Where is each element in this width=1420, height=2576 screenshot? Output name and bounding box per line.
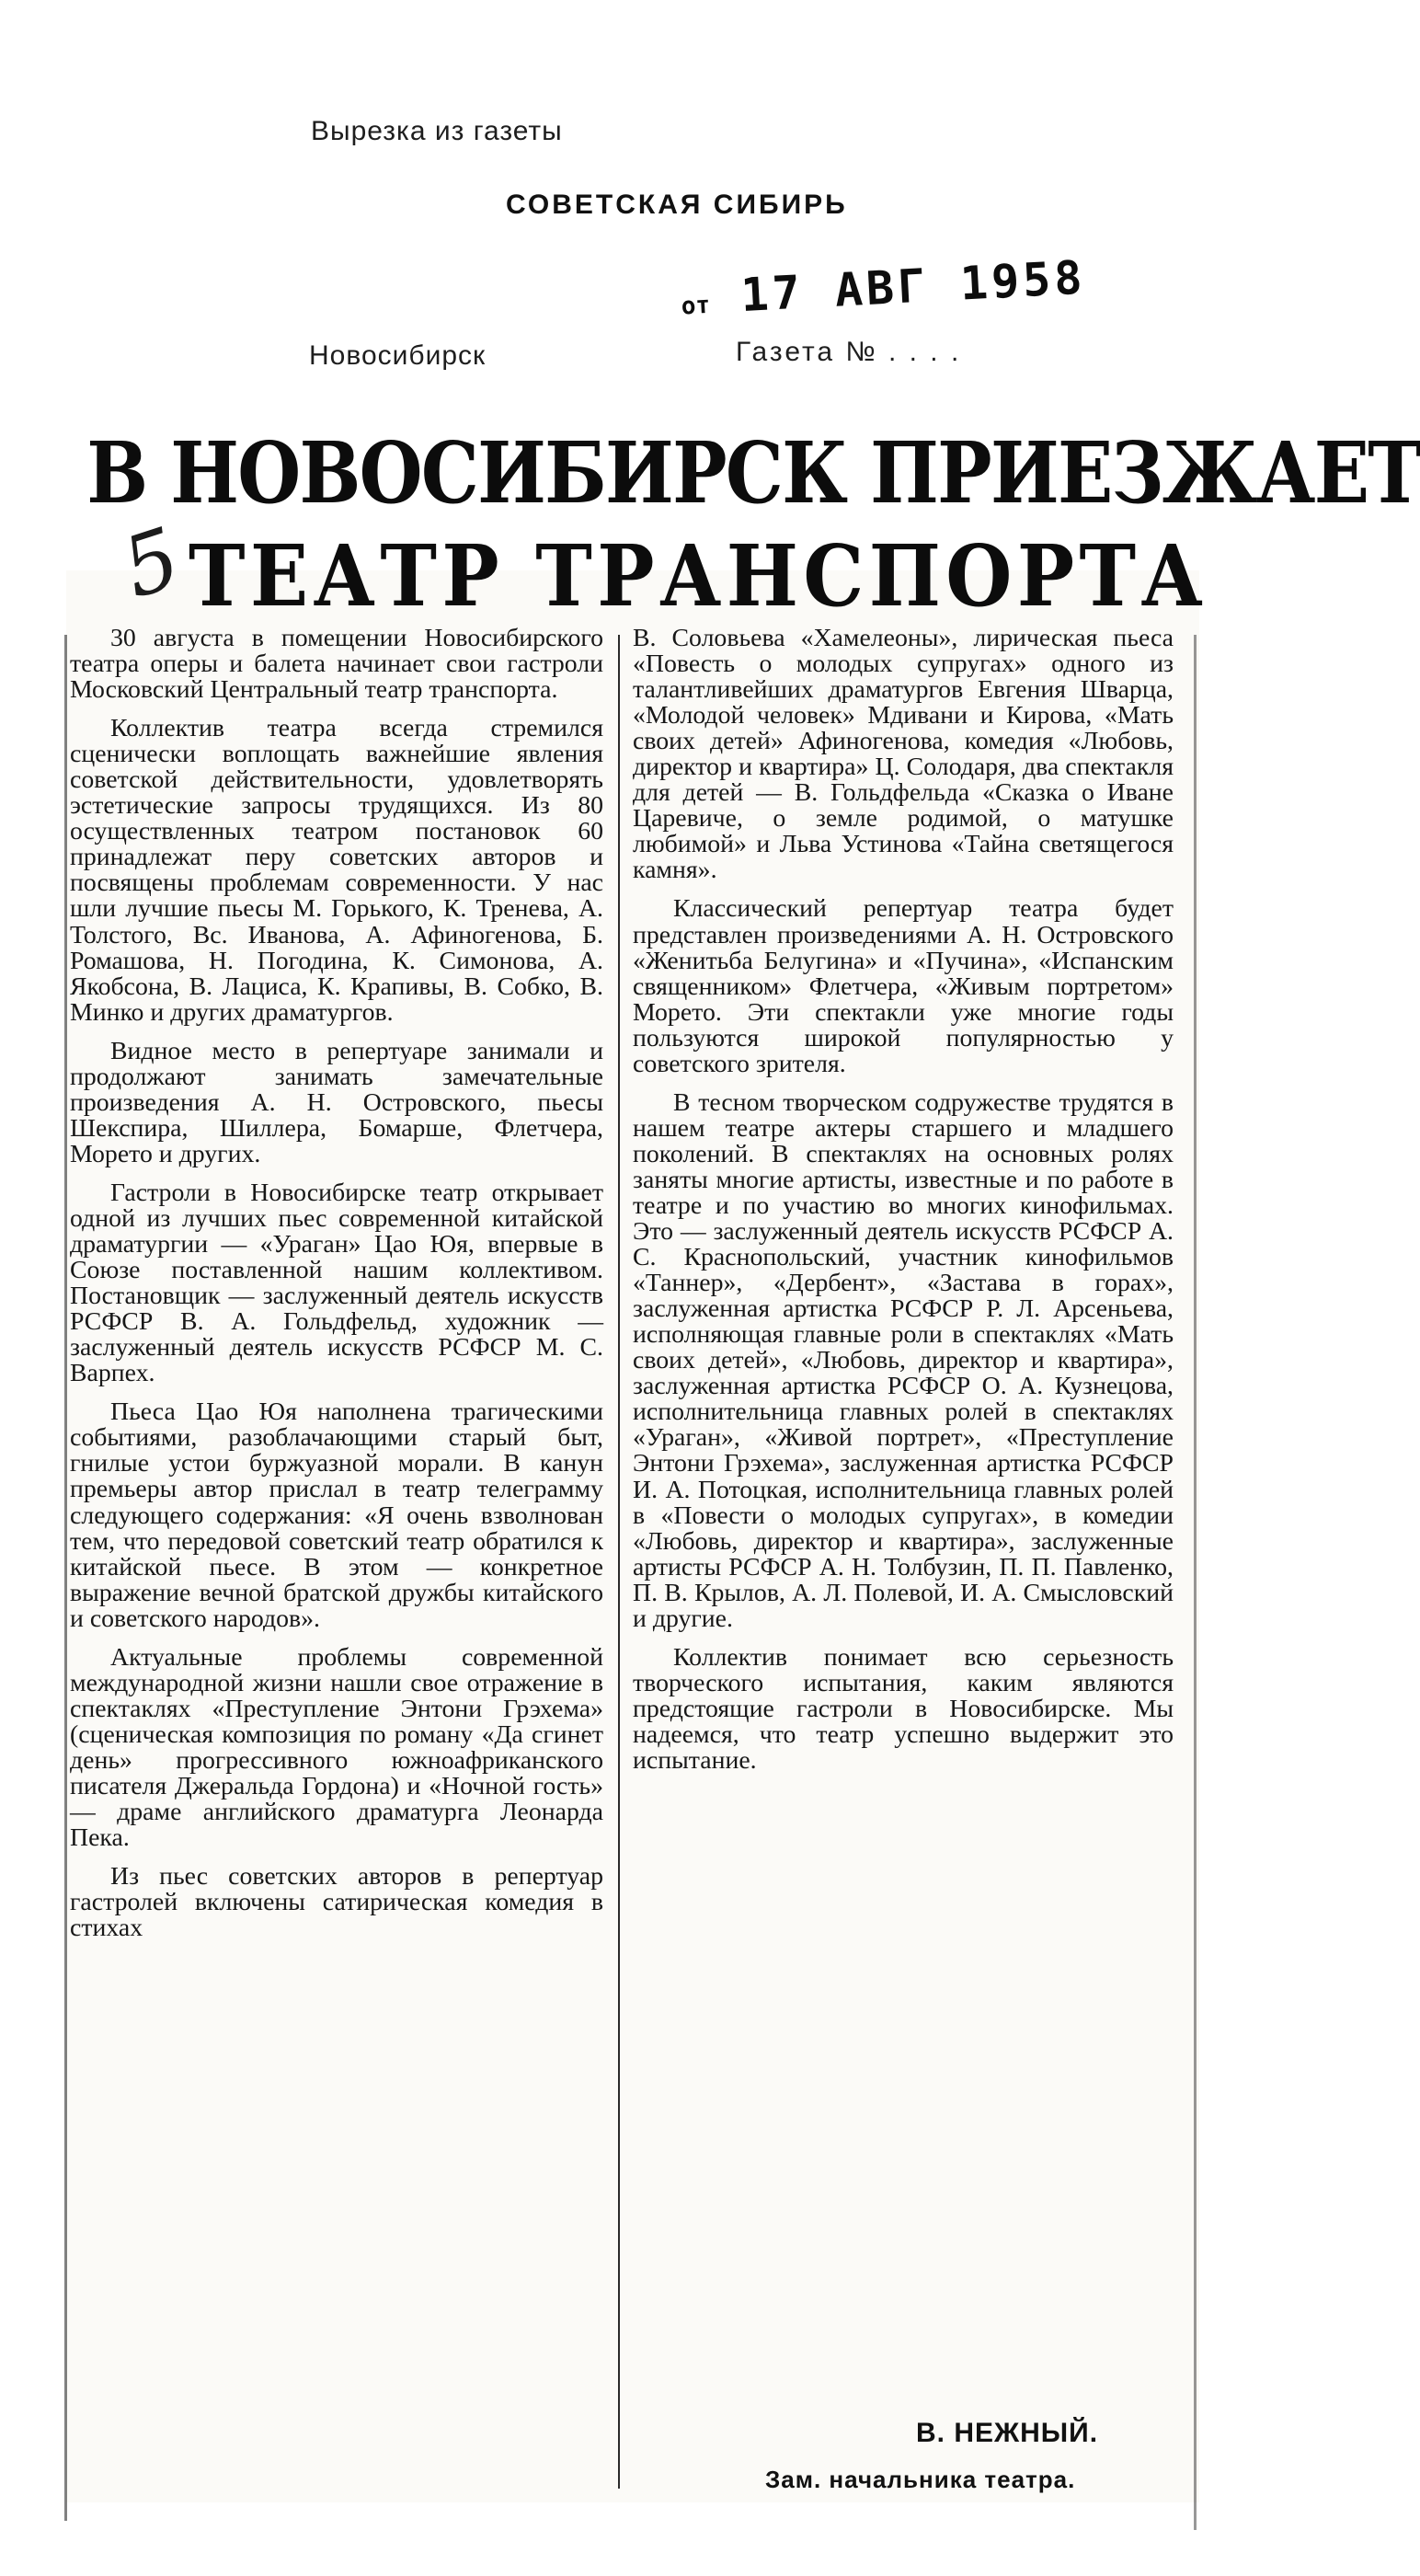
city-label: Новосибирск (309, 340, 487, 371)
gazette-number: Газета № . . . . (736, 337, 962, 367)
handwritten-margin-mark: 5 (111, 509, 192, 618)
article-paragraph: 30 августа в помещении Новосибирского театра оперы и балета начинает свои гастроли Московский Центральный театр транспорта. (70, 624, 603, 705)
date-stamp (680, 251, 1087, 326)
article-paragraph: Коллектив понимает всю серьезность творческого испытания, каким являются предстоящие гастроли в Новосибирске. Мы надеемся, что театр успешно выдержит это испытание. (633, 1642, 1174, 1775)
article-paragraph: Актуальные проблемы современной международной жизни нашли свое отражение в спектаклях «Преступление Энтони Грэхема» (сценическая композиция по роману «Да сгинет день» прогрессивного южноафриканского писателя Джеральда Гордона) и «Ночной гость» — драме английского драматурга Леонарда Пека. (70, 1642, 603, 1853)
clipping-label: Вырезка из газеты (311, 116, 563, 146)
article-paragraph: В тесном творческом содружестве трудятся в нашем театре актеры старшего и младшего поколений. В спектаклях на основных ролях заняты многие артисты, известные и по работе в театре и по участию во многих кинофильмах. Это — заслуженный деятель искусств РСФСР А. С. Краснопольский, участник кинофильмов «Таннер», «Дербент», «Застава в горах», заслуженная артистка РСФСР Р. Л. Арсеньева, исполняющая главные роли в спектаклях «Мать своих детей», «Любовь, директор и квартира», заслуженная артистка РСФСР О. А. Кузнецова, исполнительница главных ролей в спектаклях «Ураган», «Живой портрет», «Преступление Энтони Грэхема», заслуженная артистка РСФСР И. А. Потоцкая, исполнительница главных ролей в «Повести о молодых супругах», в комедии «Любовь, директор и квартира», заслуженные артисты РСФСР А. Н. Толбузин, П. П. Павленко, П. В. Крылов, А. Л. Полевой, И. А. Смысловский и другие. (633, 1087, 1174, 1633)
article-paragraph: Коллектив театра всегда стремился сценически воплощать важнейшие явления советской действительности, удовлетворять эстетические запросы трудящихся. Из 80 осуществленных театром постановок 60 принадлежат перу советских авторов и посвящены проблемам современности. У нас шли лучшие пьесы М. Горького, К. Тренева, А. Толстого, Вс. Иванова, А. Афиногенова, Б. Ромашова, Н. Погодина, К. Симонова, А. Якобсона, В. Лациса, К. Крапивы, В. Собко, В. Минко и других драматургов. (70, 714, 603, 1027)
signature-name: В. НЕЖНЫЙ. (916, 2418, 1099, 2448)
article-column-right (633, 626, 1174, 1774)
article-paragraph: В. Соловьева «Хамелеоны», лирическая пьеса «Повесть о молодых супругах» одного из талантливейших драматургов Евгения Шварца, «Молодой человек» Мдивани и Кирова, «Мать своих детей» Афиногенова, комедия «Любовь, директор и квартира» Ц. Солодаря, два спектакля для детей — В. Гольдфельда «Сказка о Иване Царевиче, о земле родимой, о матушке любимой» и Льва Устинова «Тайна светящегося камня». (633, 624, 1174, 885)
column-divider (618, 635, 620, 2489)
clipping-edge-right (1194, 635, 1197, 2530)
article-column-left (70, 626, 603, 1941)
signature-title: Зам. начальника театра. (765, 2466, 1076, 2493)
clipping-edge-left (64, 635, 67, 2521)
article-paragraph: Пьеса Цао Юя наполнена трагическими событиями, разоблачающими старый быт, гнилые устои буржуазной морали. В канун премьеры автор прислал в театр телеграмму следующего содержания: «Я очень взволнован тем, что передовой советский театр обратился к китайской пьесе. В этом — конкретное выражение вечной братской дружбы китайского и советского народов». (70, 1397, 603, 1633)
headline-line-2: ТЕАТР ТРАНСПОРТА (189, 526, 1208, 626)
headline-line-1: В НОВОСИБИРСК ПРИЕЗЖАЕТ (86, 423, 1420, 523)
article-paragraph: Классический репертуар театра будет представлен произведениями А. Н. Островского «Женитьба Белугина» и «Пучина», «Испанским священником» Флетчера, «Живым портретом» Морето. Эти спектакли уже многие годы пользуются широкой популярностью у советского зрителя. (633, 894, 1174, 1078)
article-paragraph: Из пьес советских авторов в репертуар гастролей включены сатирическая комедия в стихах (70, 1862, 603, 1943)
newspaper-name: СОВЕТСКАЯ СИБИРЬ (506, 190, 848, 220)
date-value: 17 АВГ 1958 (739, 250, 1087, 323)
date-prefix: от (680, 291, 711, 321)
article-paragraph: Гастроли в Новосибирске театр открывает одной из лучших пьес современной китайской драматургии — «Ураган» Цао Юя, впервые в Союзе поставленной нашим коллективом. Постановщик — заслуженный деятель искусств РСФСР В. А. Гольдфельд, художник — заслуженный деятель искусств РСФСР М. С. Варпех. (70, 1178, 603, 1388)
article-paragraph: Видное место в репертуаре занимали и продолжают занимать замечательные произведения А. Н. Островского, пьесы Шекспира, Шиллера, Бомарше, Флетчера, Морето и других. (70, 1036, 603, 1168)
